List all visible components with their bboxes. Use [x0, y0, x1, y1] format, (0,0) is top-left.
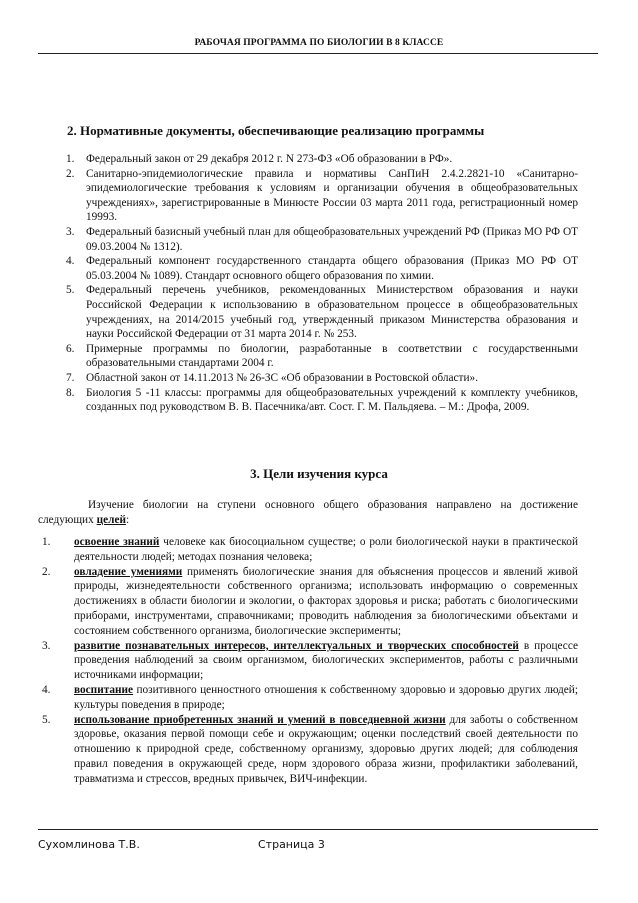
goal-text: позитивного ценностного отношения к собственному здоровью и здоровью других людей; культуры поведения в природе;: [74, 683, 578, 711]
intro-text: Изучение биологии на ступени основного общего образования направлено на достижение следующих: [38, 499, 578, 526]
goal-keyword: воспитание: [74, 683, 134, 696]
goal-item: [38, 565, 578, 639]
goal-text: для заботы о собственном здоровье, оказания первой помощи себе и окружающим; оценки последствий своей деятельности по отношению к природной среде, собственному организму, здоровью других людей; для соблюдения правил поведения в окружающей среде, норм здорового образа жизни, профилактики заболеваний, травматизма и стрессов, вредных привычек, ВИЧ-инфекции.: [74, 713, 578, 785]
goal-keyword: использование приобретенных знаний и умений в повседневной жизни: [74, 713, 446, 726]
list-number: 4.: [66, 255, 75, 268]
list-number: 7.: [66, 371, 75, 384]
section-2-title: 2. Нормативные документы, обеспечивающие реализацию программы: [67, 123, 485, 138]
header-divider: [38, 53, 598, 54]
list-number: 6.: [66, 342, 75, 355]
goal-keyword: развитие познавательных интересов, интеллектуальных и творческих способностей: [74, 639, 519, 652]
list-number: 2.: [42, 565, 51, 578]
footer-author: Сухомлинова Т.В.: [38, 838, 140, 851]
list-text: Федеральный компонент государственного стандарта общего образования (Приказ МО РФ ОТ 05.03.2004 № 1089). Стандарт основного общего образования по химии.: [86, 255, 578, 282]
goals-list: [38, 535, 578, 787]
page-header: РАБОЧАЯ ПРОГРАММА ПО БИОЛОГИИ В 8 КЛАССЕ: [194, 38, 444, 48]
goal-keyword: освоение знаний: [74, 536, 160, 548]
goal-text: применять биологические знания для объяснения процессов и явлений живой природы, жизнедеятельности собственного организма; использовать информацию о современных достижениях в области биологии и экологии, о факторах здоровья и риска; работать с биологическими приборами, инструментами, справочниками; проводить наблюдения за биологическими объектами и состоянием собственного организма, биологические эксперименты;: [74, 565, 578, 637]
list-text: Санитарно-эпидемиологические правила и нормативы СанПиН 2.4.2.2821-10 «Санитарно-эпидемиологические требования к условиям и организации обучения в общеобразовательных учреждениях», зарегистрированные в Минюсте России 03 марта 2011 года, регистрационный номер 19993.: [86, 167, 578, 224]
document-item: [60, 283, 578, 341]
section-3-title: 3. Цели изучения курса: [250, 466, 388, 481]
list-text: Областной закон от 14.11.2013 № 26-ЗС «Об образовании в Ростовской области».: [86, 371, 479, 384]
goal-item: [38, 535, 578, 565]
list-number: 1.: [42, 536, 51, 548]
document-item: [60, 342, 578, 371]
goal-keyword: овладение умениями: [74, 565, 183, 578]
list-number: 2.: [66, 167, 75, 180]
document-item: [60, 254, 578, 283]
intro-bold: целей: [96, 514, 126, 526]
list-number: 3.: [42, 639, 51, 652]
goal-text: в процессе проведения наблюдений за своим организмом, биологических экспериментов, работы с различными источниками информации;: [74, 639, 578, 682]
document-item: [60, 371, 578, 386]
document-item: [60, 386, 578, 415]
document-item: [60, 167, 578, 225]
goal-text: человеке как биосоциальном существе; о роли биологической науки в практической деятельности людей; методах познания человека;: [74, 536, 578, 563]
goals-intro: Изучение биологии на ступени основного общего образования направлено на достижение следующих целей:: [38, 499, 578, 526]
list-number: 4.: [42, 683, 51, 696]
list-number: 8.: [66, 386, 75, 399]
footer-page-number: Страница 3: [258, 838, 325, 851]
list-number: 3.: [66, 225, 75, 238]
normative-documents-list: [60, 152, 578, 415]
document-item: [60, 225, 578, 254]
goal-item: [38, 713, 578, 787]
document-item: [60, 152, 578, 167]
goal-item: [38, 639, 578, 683]
list-number: 1.: [66, 153, 75, 165]
list-text: Примерные программы по биологии, разработанные в соответствии с государственными образовательными стандартами 2004 г.: [86, 342, 578, 370]
list-number: 5.: [66, 284, 75, 297]
list-number: 5.: [42, 713, 51, 726]
goal-item: [38, 683, 578, 713]
list-text: Федеральный перечень учебников, рекомендованных Министерством образования и науки Российской Федерации к использованию в образовательном процессе в общеобразовательных учреждениях, на 2014/2015 учебный год, утвержденный приказом Министерства образования и науки Российской Федерации от 31 марта 2014 г. № 253.: [86, 284, 578, 341]
list-text: Федеральный закон от 29 декабря 2012 г. N 273-ФЗ «Об образовании в РФ».: [86, 153, 453, 165]
footer-divider: [38, 829, 598, 830]
list-text: Федеральный базисный учебный план для общеобразовательных учреждений РФ (Приказ МО РФ ОТ 09.03.2004 № 1312).: [86, 225, 578, 253]
list-text: Биология 5 -11 классы: программы для общеобразовательных учреждений к комплекту учебников, созданных под руководством В. В. Пасечника/авт. Сост. Г. М. Пальдяева. – М.: Дрофа, 2009.: [86, 386, 578, 414]
